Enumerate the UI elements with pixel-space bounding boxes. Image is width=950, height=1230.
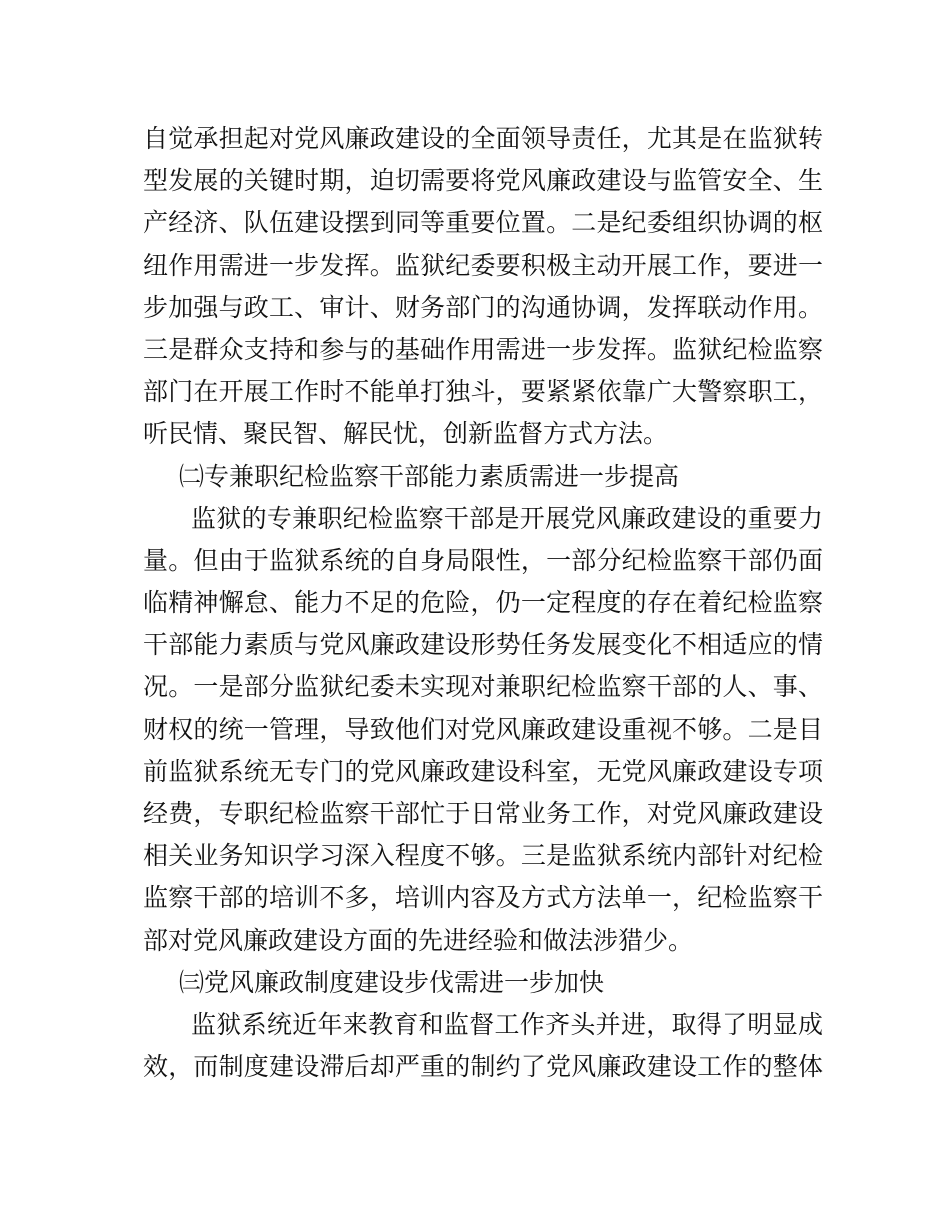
text-line: 前监狱系统无专门的党风廉政建设科室，无党风廉政建设专项 [143, 756, 823, 786]
text-line: 产经济、队伍建设摆到同等重要位置。二是纪委组织协调的枢 [143, 208, 823, 238]
text-line: 三是群众支持和参与的基础作用需进一步发挥。监狱纪检监察 [143, 334, 823, 364]
text-line: 量。但由于监狱系统的自身局限性，一部分纪检监察干部仍面 [143, 545, 823, 575]
text-line: 财权的统一管理，导致他们对党风廉政建设重视不够。二是目 [143, 714, 823, 744]
text-line: 经费，专职纪检监察干部忙于日常业务工作，对党风廉政建设 [143, 799, 823, 828]
text-line: 步加强与政工、审计、财务部门的沟通协调，发挥联动作用。 [143, 292, 823, 322]
text-line: 效，而制度建设滞后却严重的制约了党风廉政建设工作的整体 [143, 1052, 823, 1082]
text-line: 监察干部的培训不多，培训内容及方式方法单一，纪检监察干 [143, 883, 823, 913]
document-body [143, 118, 823, 1088]
text-line: 临精神懈怠、能力不足的危险，仍一定程度的存在着纪检监察 [143, 588, 823, 618]
text-line: 监狱系统近年来教育和监督工作齐头并进，取得了明显成 [191, 1009, 823, 1039]
text-line: 纽作用需进一步发挥。监狱纪委要积极主动开展工作，要进一 [143, 250, 823, 280]
text-line: 部对党风廉政建设方面的先进经验和做法涉猎少。 [143, 925, 694, 955]
text-line: 相关业务知识学习深入程度不够。三是监狱系统内部针对纪检 [143, 841, 823, 871]
section-heading: ㈡专兼职纪检监察干部能力素质需进一步提高 [179, 461, 680, 491]
text-line: 况。一是部分监狱纪委未实现对兼职纪检监察干部的人、事、 [143, 672, 823, 702]
text-line: 部门在开展工作时不能单打独斗，要紧紧依靠广大警察职工， [143, 377, 823, 407]
text-line: 干部能力素质与党风廉政建设形势任务发展变化不相适应的情 [143, 630, 823, 660]
text-line: 听民情、聚民智、解民忧，创新监督方式方法。 [143, 419, 669, 449]
text-line: 监狱的专兼职纪检监察干部是开展党风廉政建设的重要力 [191, 503, 823, 533]
text-line: 自觉承担起对党风廉政建设的全面领导责任，尤其是在监狱转 [143, 124, 823, 153]
section-heading: ㈢党风廉政制度建设步伐需进一步加快 [179, 967, 605, 997]
text-line: 型发展的关键时期，迫切需要将党风廉政建设与监管安全、生 [143, 166, 823, 196]
